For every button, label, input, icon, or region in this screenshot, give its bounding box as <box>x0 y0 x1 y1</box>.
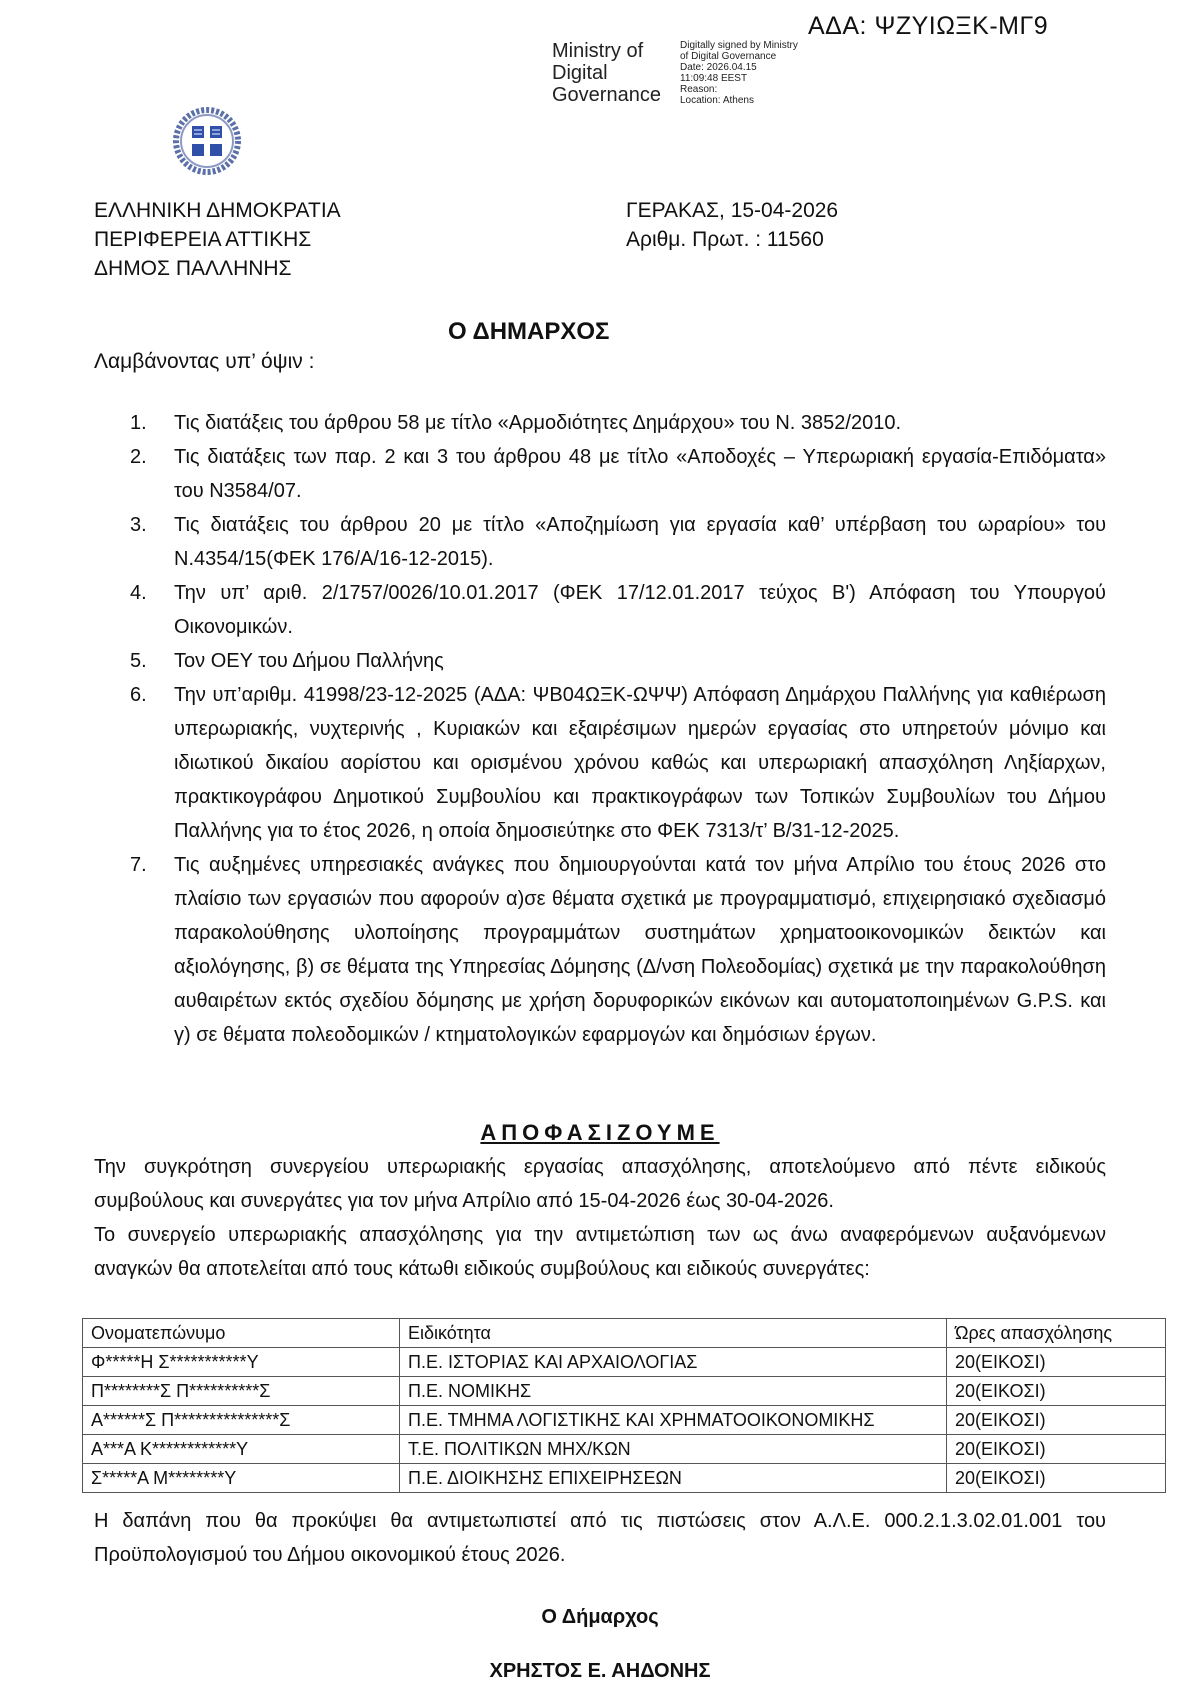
column-header-specialty: Ειδικότητα <box>400 1319 947 1348</box>
item-text: Τον ΟΕΥ του Δήμου Παλλήνης <box>174 650 444 672</box>
list-item <box>130 678 1106 848</box>
signature-org-line: Governance <box>552 84 661 106</box>
item-text: Τις διατάξεις των παρ. 2 και 3 του άρθρου 48 με τίτλο «Αποδοχές – Υπερωριακή εργασία-Επιδόματα» του Ν3584/07. <box>174 446 1106 502</box>
item-text: Τις διατάξεις του άρθρου 58 με τίτλο «Αρμοδιότητες Δημάρχου» του Ν. 3852/2010. <box>174 412 902 434</box>
intro-text: Λαμβάνοντας υπ’ όψιν : <box>94 350 315 373</box>
cell-name: Φ*****Η Σ***********Υ <box>83 1348 400 1377</box>
digital-signature-details <box>680 40 798 106</box>
signature-org <box>552 40 661 106</box>
cell-specialty: Π.Ε. ΝΟΜΙΚΗΣ <box>400 1377 947 1406</box>
list-item <box>130 848 1106 1052</box>
item-text: Την υπ’ αριθ. 2/1757/0026/10.01.2017 (ΦΕΚ 17/12.01.2017 τεύχος Β') Απόφαση του Υπουργού Οικονομικών. <box>174 582 1106 638</box>
issuer-line: ΠΕΡΙΦΕΡΕΙΑ ΑΤΤΙΚΗΣ <box>94 228 312 251</box>
staff-table <box>82 1318 1166 1493</box>
signatory-name: ΧΡΗΣΤΟΣ Ε. ΑΗΔΟΝΗΣ <box>489 1660 711 1682</box>
item-number: 3. <box>130 514 147 536</box>
expense-paragraph: Η δαπάνη που θα προκύψει θα αντιμετωπιστεί από τις πιστώσεις στον Α.Λ.Ε. 000.2.1.3.02.01.001 του Προϋπολογισμού του Δήμου οικονομικού έτους 2026. <box>94 1510 1106 1566</box>
signature-detail: Location: Athens <box>680 95 754 106</box>
cell-name: Π********Σ Π**********Σ <box>83 1377 400 1406</box>
signature-detail: Reason: <box>680 84 718 95</box>
cell-hours: 20(ΕΙΚΟΣΙ) <box>947 1435 1166 1464</box>
cell-specialty: Π.Ε. ΤΜΗΜΑ ΛΟΓΙΣΤΙΚΗΣ ΚΑΙ ΧΡΗΜΑΤΟΟΙΚΟΝΟΜΙΚΗΣ <box>400 1406 947 1435</box>
protocol-number: Αριθμ. Πρωτ. : 11560 <box>626 228 824 251</box>
cell-name: Σ*****Α Μ********Υ <box>83 1464 400 1493</box>
greek-coat-of-arms-icon <box>172 106 242 176</box>
place-date: ΓΕΡΑΚΑΣ, 15-04-2026 <box>626 199 839 222</box>
table-row <box>83 1464 1166 1493</box>
cell-hours: 20(ΕΙΚΟΣΙ) <box>947 1464 1166 1493</box>
date-protocol <box>626 196 838 254</box>
list-item <box>130 644 1106 678</box>
list-item <box>130 508 1106 576</box>
issuer-line: ΔΗΜΟΣ ΠΑΛΛΗΝΗΣ <box>94 257 292 280</box>
signature-detail: 11:09:48 EEST <box>680 73 748 84</box>
item-text: Την υπ’αριθμ. 41998/23-12-2025 (ΑΔΑ: ΨΒ04ΩΞΚ-ΩΨΨ) Απόφαση Δημάρχου Παλλήνης για καθιέρωση υπερωριακής, νυχτερινής , Κυριακών και εξαιρέσιμων ημερών εργασίας στο υπηρετούν μόνιμο και ιδιωτικού δικαίου αορίστου και ορισμένου χρόνου καθώς και υπερωριακή απασχόληση Ληξίαρχων, πρακτικογράφου Δημοτικού Συμβουλίου και πρακτικογράφων των Τοπικών Συμβουλίων του Δήμου Παλλήνης για το έτος 2026, η οποία δημοσιεύτηκε στο ΦΕΚ 7313/τ’ Β/31-12-2025. <box>174 684 1106 842</box>
item-text: Τις αυξημένες υπηρεσιακές ανάγκες που δημιουργούνται κατά τον μήνα Απρίλιο του έτους 2026 στο πλαίσιο των εργασιών που αφορούν α)σε θέματα σχετικά με προγραμματισμό, επιχειρησιακό σχεδιασμό παρακολούθησης υλοποίησης προγραμμάτων συστημάτων χρηματοοικονομικών δεικτών και αξιολόγησης, β) σε θέματα της Υπηρεσίας Δόμησης (Δ/νση Πολεοδομίας) σχετικά με την παρακολούθηση αυθαιρέτων εκτός σχεδίου δόμησης με χρήση δορυφορικών εικόνων και αυτοματοποιημένων G.P.S. και γ) σε θέματα πολεοδομικών / κτηματολογικών εφαρμογών και δημόσιων έργων. <box>174 854 1106 1046</box>
cell-hours: 20(ΕΙΚΟΣΙ) <box>947 1348 1166 1377</box>
cell-specialty: Π.Ε. ΙΣΤΟΡΙΑΣ ΚΑΙ ΑΡΧΑΙΟΛΟΓΙΑΣ <box>400 1348 947 1377</box>
table-row <box>83 1377 1166 1406</box>
document-title: Ο ΔΗΜΑΡΧΟΣ <box>448 318 610 345</box>
table-row <box>83 1435 1166 1464</box>
table-header-row <box>83 1319 1166 1348</box>
list-item <box>130 406 1106 440</box>
decision-paragraph: Την συγκρότηση συνεργείου υπερωριακής εργασίας απασχόλησης, αποτελούμενο από πέντε ειδικούς συμβούλους και συνεργάτες για τον μήνα Απρίλιο από 15-04-2026 έως 30-04-2026. <box>94 1156 1106 1212</box>
cell-name: Α***Α Κ************Υ <box>83 1435 400 1464</box>
column-header-hours: Ώρες απασχόλησης <box>947 1319 1166 1348</box>
item-number: 2. <box>130 446 147 468</box>
signature-detail: Date: 2026.04.15 <box>680 62 757 73</box>
issuer-header <box>94 196 341 283</box>
item-number: 7. <box>130 854 147 876</box>
cell-name: Α******Σ Π***************Σ <box>83 1406 400 1435</box>
decision-paragraph: Το συνεργείο υπερωριακής απασχόλησης για την αντιμετώπιση των ως άνω αναφερόμενων αυξανόμενων αναγκών θα αποτελείται από τους κάτωθι ειδικούς συμβούλους και ειδικούς συνεργάτες: <box>94 1224 1106 1280</box>
table-row <box>83 1406 1166 1435</box>
signatory-title: Ο Δήμαρχος <box>541 1606 659 1628</box>
issuer-line: ΕΛΛΗΝΙΚΗ ΔΗΜΟΚΡΑΤΙΑ <box>94 199 341 222</box>
item-number: 6. <box>130 684 147 706</box>
column-header-name: Ονοματεπώνυμο <box>83 1319 400 1348</box>
item-number: 4. <box>130 582 147 604</box>
ada-code: ΑΔΑ: ΨΖΥΙΩΞΚ-ΜΓ9 <box>808 12 1049 40</box>
signature-org-line: Digital <box>552 62 608 84</box>
signature-detail: Digitally signed by Ministry <box>680 40 798 51</box>
signature-org-line: Ministry of <box>552 40 644 62</box>
table-row <box>83 1348 1166 1377</box>
item-number: 1. <box>130 412 147 434</box>
cell-specialty: Π.Ε. ΔΙΟΙΚΗΣΗΣ ΕΠΙΧΕΙΡΗΣΕΩΝ <box>400 1464 947 1493</box>
cell-hours: 20(ΕΙΚΟΣΙ) <box>947 1406 1166 1435</box>
item-number: 5. <box>130 650 147 672</box>
decision-heading: ΑΠΟΦΑΣΙΖΟΥΜΕ <box>480 1120 720 1145</box>
cell-hours: 20(ΕΙΚΟΣΙ) <box>947 1377 1166 1406</box>
item-text: Τις διατάξεις του άρθρου 20 με τίτλο «Αποζημίωση για εργασία καθ’ υπέρβαση του ωραρίου» του Ν.4354/15(ΦΕΚ 176/Α/16-12-2015). <box>174 514 1106 570</box>
signature-detail: of Digital Governance <box>680 51 777 62</box>
considerations-list <box>130 406 1106 1052</box>
list-item <box>130 576 1106 644</box>
cell-specialty: Τ.Ε. ΠΟΛΙΤΙΚΩΝ ΜΗΧ/ΚΩΝ <box>400 1435 947 1464</box>
list-item <box>130 440 1106 508</box>
